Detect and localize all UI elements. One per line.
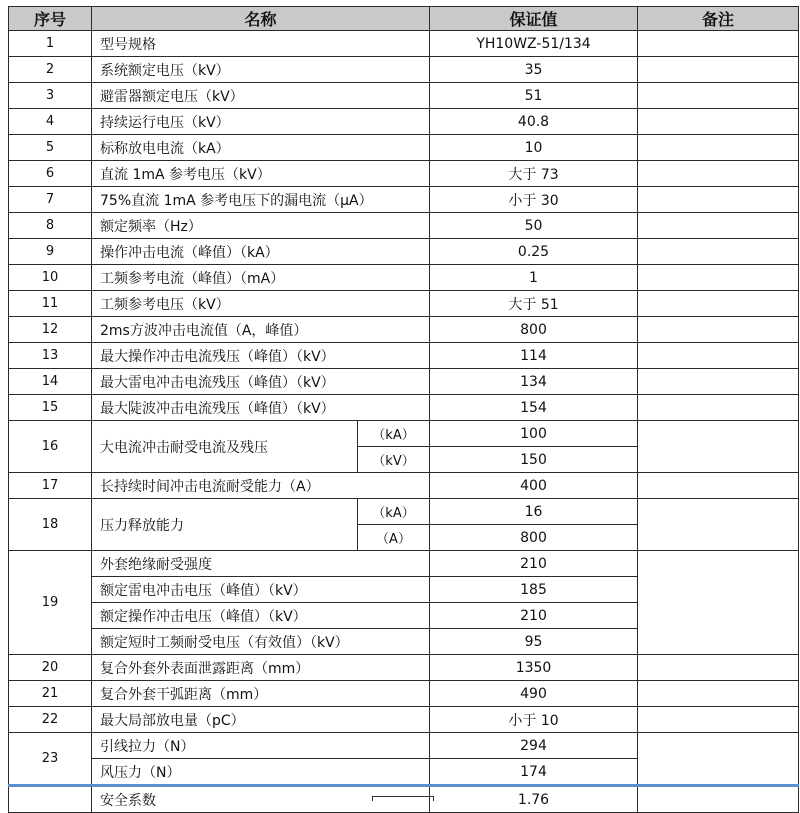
row-value: 210: [430, 551, 638, 577]
spec-table-sheet: [8, 6, 798, 813]
arrester-spec-table: [8, 6, 799, 813]
row-name: 75%直流 1mA 参考电压下的漏电流（μA）: [92, 187, 430, 213]
row-name: 风压力（N）: [92, 759, 430, 786]
table-row: [9, 551, 799, 577]
row-note: [638, 421, 799, 473]
row-index: 21: [9, 681, 92, 707]
row-value: 150: [430, 447, 638, 473]
row-name: 工频参考电流（峰值）（mA）: [92, 265, 430, 291]
row-value: 490: [430, 681, 638, 707]
header-name: 名称: [92, 7, 430, 31]
row-name: 持续运行电压（kV）: [92, 109, 430, 135]
row-index: 8: [9, 213, 92, 239]
row-index: 12: [9, 317, 92, 343]
row-index: 9: [9, 239, 92, 265]
table-row: [9, 83, 799, 109]
row-index: 22: [9, 707, 92, 733]
header-note: 备注: [638, 7, 799, 31]
row-name: 最大局部放电量（pC）: [92, 707, 430, 733]
row-index: 17: [9, 473, 92, 499]
row-value: YH10WZ-51/134: [430, 31, 638, 57]
row-index: 11: [9, 291, 92, 317]
row-index: 20: [9, 655, 92, 681]
row-value: 95: [430, 629, 638, 655]
row-index: 16: [9, 421, 92, 473]
row-note: [638, 83, 799, 109]
row-note: [638, 499, 799, 551]
row-index: 6: [9, 161, 92, 187]
row-value: 小于 10: [430, 707, 638, 733]
row-name: 最大操作冲击电流残压（峰值）（kV）: [92, 343, 430, 369]
table-row: [9, 707, 799, 733]
row-value: 1.76: [430, 786, 638, 813]
row-name: 复合外套干弧距离（mm）: [92, 681, 430, 707]
row-value: 10: [430, 135, 638, 161]
header-index: 序号: [9, 7, 92, 31]
table-row: [9, 291, 799, 317]
row-unit: （kV）: [358, 447, 430, 473]
row-value: 0.25: [430, 239, 638, 265]
row-note: [638, 655, 799, 681]
row-name: 直流 1mA 参考电压（kV）: [92, 161, 430, 187]
table-row: [9, 343, 799, 369]
row-name: 标称放电电流（kA）: [92, 135, 430, 161]
table-row: [9, 213, 799, 239]
row-value: 小于 30: [430, 187, 638, 213]
row-name: 额定短时工频耐受电压（有效值）（kV）: [92, 629, 430, 655]
row-index: 14: [9, 369, 92, 395]
table-row: [9, 681, 799, 707]
row-note: [638, 681, 799, 707]
row-index: 15: [9, 395, 92, 421]
row-note: [638, 551, 799, 655]
row-value: 210: [430, 603, 638, 629]
row-name: 型号规格: [92, 31, 430, 57]
row-unit: （kA）: [358, 499, 430, 525]
row-value: 114: [430, 343, 638, 369]
row-note: [638, 343, 799, 369]
table-row: [9, 265, 799, 291]
table-row: [9, 733, 799, 759]
row-index: 7: [9, 187, 92, 213]
row-name: 最大陡波冲击电流残压（峰值）（kV）: [92, 395, 430, 421]
row-value: 50: [430, 213, 638, 239]
row-value: 154: [430, 395, 638, 421]
row-note: [638, 31, 799, 57]
row-name: 2ms方波冲击电流值（A，峰值）: [92, 317, 430, 343]
row-value: 174: [430, 759, 638, 786]
table-row: [9, 473, 799, 499]
row-name: 最大雷电冲击电流残压（峰值）（kV）: [92, 369, 430, 395]
table-row: [9, 135, 799, 161]
row-value: 400: [430, 473, 638, 499]
row-index: 23: [9, 733, 92, 786]
row-unit: （A）: [358, 525, 430, 551]
row-index: 4: [9, 109, 92, 135]
row-note: [638, 317, 799, 343]
row-name: 额定操作冲击电压（峰值）（kV）: [92, 603, 430, 629]
row-name: 安全系数: [92, 786, 430, 813]
row-value: 134: [430, 369, 638, 395]
table-row: [9, 369, 799, 395]
row-note: [638, 369, 799, 395]
row-note: [638, 109, 799, 135]
row-name: 引线拉力（N）: [92, 733, 430, 759]
row-value: 大于 51: [430, 291, 638, 317]
row-index: [9, 786, 92, 813]
table-row: [9, 161, 799, 187]
row-value: 185: [430, 577, 638, 603]
row-note: [638, 473, 799, 499]
row-index: 19: [9, 551, 92, 655]
row-value: 40.8: [430, 109, 638, 135]
row-index: 18: [9, 499, 92, 551]
row-name: 外套绝缘耐受强度: [92, 551, 430, 577]
row-index: 1: [9, 31, 92, 57]
row-index: 10: [9, 265, 92, 291]
table-row: [9, 395, 799, 421]
row-value: 800: [430, 317, 638, 343]
row-index: 2: [9, 57, 92, 83]
row-note: [638, 395, 799, 421]
row-note: [638, 733, 799, 786]
table-row: [9, 499, 799, 525]
page-bottom-mark: [372, 796, 434, 801]
row-value: 1: [430, 265, 638, 291]
row-name: 压力释放能力: [92, 499, 358, 551]
row-value: 294: [430, 733, 638, 759]
row-name: 工频参考电压（kV）: [92, 291, 430, 317]
header-row: [9, 7, 799, 31]
row-note: [638, 187, 799, 213]
row-value: 800: [430, 525, 638, 551]
row-note: [638, 213, 799, 239]
row-note: [638, 707, 799, 733]
row-value: 51: [430, 83, 638, 109]
header-value: 保证值: [430, 7, 638, 31]
row-name: 额定频率（Hz）: [92, 213, 430, 239]
row-name: 大电流冲击耐受电流及残压: [92, 421, 358, 473]
row-note: [638, 786, 799, 813]
row-note: [638, 135, 799, 161]
table-row: [9, 109, 799, 135]
row-unit: （kA）: [358, 421, 430, 447]
table-row: [9, 655, 799, 681]
row-value: 1350: [430, 655, 638, 681]
row-name: 复合外套外表面泄露距离（mm）: [92, 655, 430, 681]
row-note: [638, 161, 799, 187]
table-row: [9, 187, 799, 213]
row-value: 35: [430, 57, 638, 83]
table-row: [9, 421, 799, 447]
row-note: [638, 265, 799, 291]
row-name: 额定雷电冲击电压（峰值）（kV）: [92, 577, 430, 603]
row-name: 避雷器额定电压（kV）: [92, 83, 430, 109]
table-row: [9, 317, 799, 343]
row-value: 100: [430, 421, 638, 447]
row-index: 13: [9, 343, 92, 369]
row-name: 操作冲击电流（峰值）（kA）: [92, 239, 430, 265]
row-index: 3: [9, 83, 92, 109]
table-row: [9, 239, 799, 265]
row-index: 5: [9, 135, 92, 161]
row-name: 长持续时间冲击电流耐受能力（A）: [92, 473, 430, 499]
table-row: [9, 57, 799, 83]
row-name: 系统额定电压（kV）: [92, 57, 430, 83]
row-note: [638, 291, 799, 317]
row-note: [638, 57, 799, 83]
row-value: 16: [430, 499, 638, 525]
row-note: [638, 239, 799, 265]
table-row: [9, 31, 799, 57]
row-value: 大于 73: [430, 161, 638, 187]
